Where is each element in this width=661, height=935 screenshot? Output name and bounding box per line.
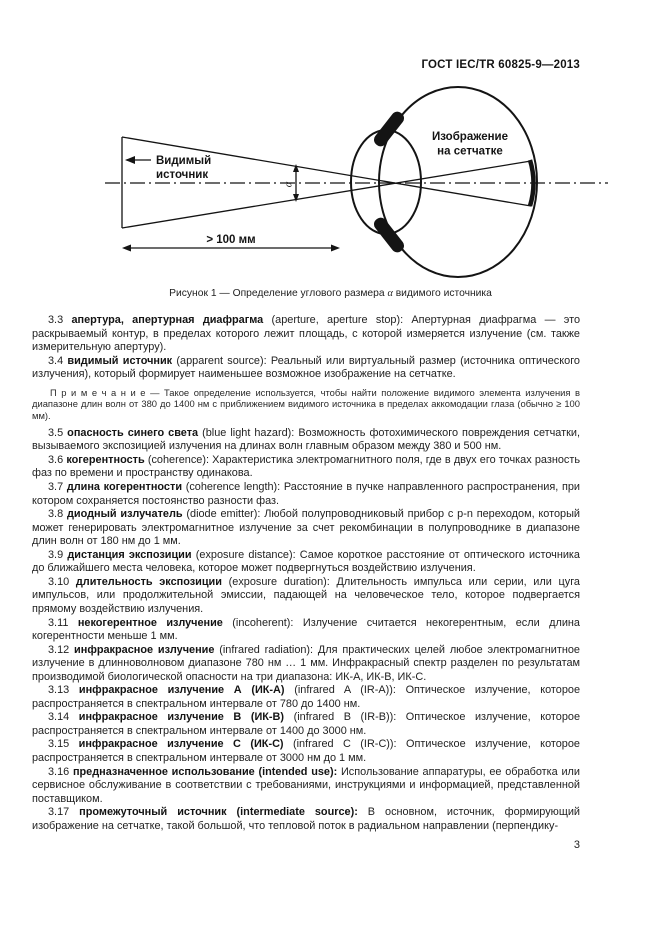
definition-number: 3.10 <box>48 575 76 588</box>
definition-term: опасность синего света <box>67 426 199 439</box>
definition-term: инфракрасное излучение А (ИК-А) <box>78 684 285 697</box>
page-number: 3 <box>573 839 580 851</box>
definition-paragraph <box>32 644 580 685</box>
definition-term: инфракрасное излучение С (ИК-С) <box>78 738 284 751</box>
definition-term: диодный излучатель <box>66 508 183 521</box>
retina-image-label-line1: Изображение <box>431 131 509 143</box>
definition-number: 3.4 <box>48 354 68 367</box>
definition-term: инфракрасное излучение В (ИК-В) <box>78 711 285 724</box>
figure-1-apparent-source-diagram <box>0 85 661 288</box>
definition-term: видимый источник <box>67 354 173 367</box>
angle-arrowhead-down <box>293 194 299 202</box>
definition-paragraph <box>32 508 580 549</box>
figure-caption-alpha-symbol: α <box>387 288 393 299</box>
definition-text: (exposure distance): Самое короткое расстояние от оптического источника до ближайшего места человека, которое может подвергнуться воздействию излучения. <box>32 548 580 575</box>
retina-image-label-line2: на сетчатке <box>437 145 503 158</box>
definition-number: 3.14 <box>48 711 79 724</box>
definition-number: 3.8 <box>48 508 67 521</box>
distance-arrowhead-left <box>122 245 131 252</box>
definition-number: 3.9 <box>48 548 68 561</box>
definition-paragraph <box>32 684 580 711</box>
definition-number: 3.17 <box>48 806 80 819</box>
definition-text: В основном, источник, формирующий изображение на сетчатке, такой большой, что тепловой поток в радиальном направлении (перпендику- <box>32 806 580 832</box>
definition-number: 3.5 <box>48 426 68 439</box>
distance-arrowhead-right <box>331 245 340 252</box>
definition-paragraph <box>32 766 580 807</box>
definition-paragraph <box>32 806 580 833</box>
visible-source-label-line1: Видимый <box>156 155 212 167</box>
definition-number: 3.7 <box>48 481 67 494</box>
definition-term: апертура, апертурная диафрагма <box>71 314 264 326</box>
definition-paragraph <box>32 617 580 644</box>
definition-paragraph <box>32 711 580 738</box>
angle-alpha-label: α <box>283 181 295 188</box>
definition-term: инфракрасное излучение <box>74 643 215 656</box>
definition-paragraph <box>32 738 580 765</box>
definition-paragraph <box>32 549 580 576</box>
distance-label: > 100 мм <box>206 234 256 246</box>
definition-text: (coherence): Характеристика электромагнитного поля, где в двух его точках разность фаз по времени и пространству одинакова. <box>32 453 580 480</box>
definition-paragraph <box>32 355 580 382</box>
definition-paragraph <box>32 481 580 508</box>
definition-text: (blue light hazard): Возможность фотохимического повреждения сетчатки, вызываемого экспозицией излучения на длинах волн главным образом между 380 и 500 нм. <box>32 426 580 453</box>
definition-text: (infrared B (IR-B)): Оптическое излучение, которое распространяется в спектральном интервале от 1400 до 3000 нм. <box>32 711 580 737</box>
definition-term: предназначенное использование (intended use): <box>72 765 338 778</box>
definition-text: (apparent source): Реальный или виртуальный размер (источника оптического излучения), который формирует наименьшее возможное изображение на сетчатке. <box>32 354 580 381</box>
definition-text: (exposure duration): Длительность импульса или серии, или цуга импульсов, или продолжительной эмиссии, падающей на человеческое тело, которое подвергается прямому воздействию излучения. <box>32 575 580 615</box>
definition-paragraph <box>32 454 580 481</box>
definition-number: 3.12 <box>48 643 75 656</box>
figure-caption-prefix: Рисунок 1 — Определение углового размера <box>169 288 388 299</box>
iris-bottom-shape <box>372 215 407 255</box>
definition-number: 3.11 <box>48 616 78 629</box>
angle-arrowhead-up <box>293 164 299 172</box>
definition-text: (diode emitter): Любой полупроводниковый прибор с p-n переходом, который может генерировать электромагнитное излучение за счет рекомбинации в полупроводнике в диапазоне длин волн от 180 нм до 1 мм. <box>32 508 581 548</box>
definition-text: (aperture, aperture stop): Апертурная диафрагма — это раскрываемый контур, в пределах которого лежит площадь, с которой измеряется излучение (см. также измерительную апертуру). <box>32 314 580 354</box>
definition-paragraph <box>32 427 580 454</box>
definition-term: когерентность <box>66 453 145 466</box>
figure-caption <box>0 288 661 299</box>
definition-term: дистанция экспозиции <box>67 548 192 561</box>
definition-text: (infrared A (IR-A)): Оптическое излучение, которое распространяется в спектральном интервале от 780 до 1400 нм. <box>32 684 581 710</box>
definition-paragraph <box>32 576 580 617</box>
definition-text: (infrared C (IR-C)): Оптическое излучение, которое распространяется в спектральном интервале от 3000 нм до 1 мм. <box>32 738 580 764</box>
source-pointer-arrowhead-icon <box>125 156 135 164</box>
definition-term: длина когерентности <box>66 481 183 494</box>
definition-term: некогерентное излучение <box>77 616 223 629</box>
definition-paragraph <box>32 314 580 355</box>
definition-text: (infrared radiation): Для практических целей любое электромагнитное излучение в длинноволновом диапазоне 780 нм … 1 мм. Инфракрасный спектр разделен по результатам производимой биологической опасности на три диапазона: ИК-А, ИК-В, ИК-С. <box>32 643 580 683</box>
definition-number: 3.3 <box>48 314 72 326</box>
definition-number: 3.16 <box>48 765 73 778</box>
definition-text: (incoherent): Излучение считается некогерентным, если длина когерентности меньше 1 мм. <box>32 616 580 643</box>
note-paragraph: П р и м е ч а н и е — Такое определение используется, чтобы найти положение видимого элемента излучения в диапазоне длин волн от 380 до 1400 нм с приближением видимого источника в пределах аккомодации глаза (обычно ≥ 100 мм). <box>32 386 580 422</box>
definition-number: 3.15 <box>48 738 79 751</box>
definitions-list <box>32 314 580 833</box>
definition-text: (coherence length): Расстояние в пучке направленного распространения, при котором сохраняется постоянство разности фаз. <box>32 481 580 507</box>
definition-term: промежуточный источник (intermediate source): <box>79 806 358 819</box>
definition-number: 3.13 <box>48 684 79 697</box>
definition-term: длительность экспозиции <box>75 575 222 588</box>
iris-top-shape <box>372 109 407 149</box>
definition-text: Использование аппаратуры, ее обработка или сервисное обслуживание в соответствии с требованиями, инструкциями и информацией, представленной поставщиком. <box>32 765 580 805</box>
visible-source-label-line2: источник <box>156 169 209 181</box>
definition-number: 3.6 <box>48 453 67 466</box>
figure-caption-suffix: видимого источника <box>392 288 492 299</box>
document-standard-code: ГОСТ IEC/TR 60825-9—2013 <box>421 59 580 71</box>
